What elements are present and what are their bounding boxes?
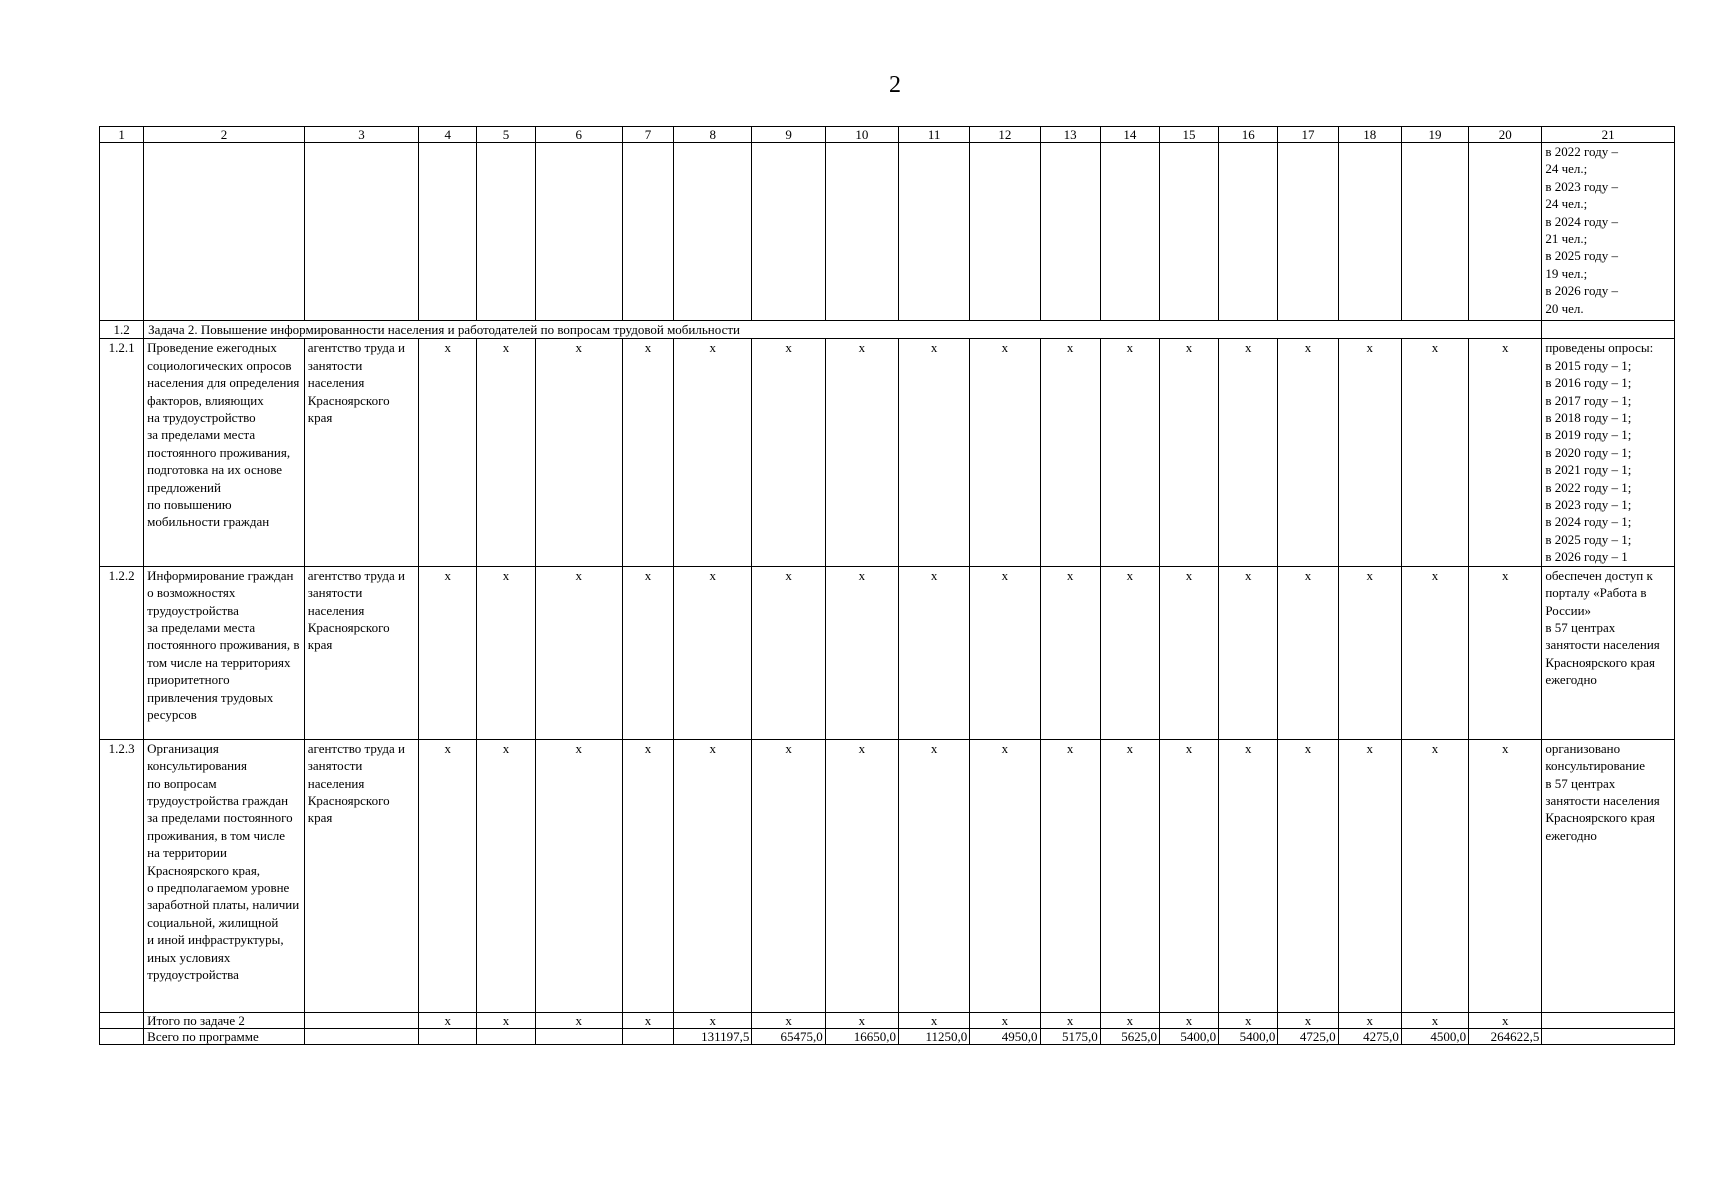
value-cell: x <box>1219 339 1278 566</box>
value-cell: x <box>752 739 825 1012</box>
column-header: 17 <box>1278 127 1338 143</box>
value-cell: x <box>898 739 969 1012</box>
value-cell: 16650,0 <box>825 1028 898 1044</box>
table-body <box>100 127 1675 1045</box>
value-cell: x <box>1278 339 1338 566</box>
value-cell: x <box>1338 739 1401 1012</box>
value-cell: x <box>825 1012 898 1028</box>
value-cell: x <box>1040 739 1100 1012</box>
empty-cell <box>825 143 898 321</box>
summary-label: Итого по задаче 2 <box>144 1012 305 1028</box>
row-number: 1.2.1 <box>100 339 144 566</box>
empty-cell <box>1542 1012 1675 1028</box>
value-cell: x <box>752 566 825 739</box>
result-cell: проведены опросы: в 2015 году – 1; в 2016 году – 1; в 2017 году – 1; в 2018 году – 1; в 2019 году – 1; в 2020 году – 1; в 2021 году – 1; в 2022 году – 1; в 2023 году – 1; в 2024 году – 1; в 2025 году – 1; в 2026 году – 1 <box>1542 339 1675 566</box>
result-cell: в 2022 году – 24 чел.; в 2023 году – 24 чел.; в 2024 году – 21 чел.; в 2025 году – 19 чел.; в 2026 году – 20 чел. <box>1542 143 1675 321</box>
value-cell: 4500,0 <box>1401 1028 1468 1044</box>
value-cell: x <box>1100 339 1159 566</box>
carry-over-row <box>100 143 1675 321</box>
empty-cell <box>304 1028 418 1044</box>
column-header: 11 <box>898 127 969 143</box>
summary-label: Всего по программе <box>144 1028 305 1044</box>
activity-name: Организация консультирования по вопросам трудоустройства граждан за пределами постоянного проживания, в том числе на территории Красноярского края, о предполагаемом уровне заработной платы, наличии социальной, жилищной и иной инфраструктуры, иных условиях трудоустройства <box>144 739 305 1012</box>
value-cell: x <box>970 339 1040 566</box>
value-cell: x <box>1219 566 1278 739</box>
column-header: 9 <box>752 127 825 143</box>
value-cell: x <box>674 339 752 566</box>
column-header: 15 <box>1159 127 1218 143</box>
value-cell: x <box>898 566 969 739</box>
value-cell: 5400,0 <box>1219 1028 1278 1044</box>
value-cell: x <box>1100 566 1159 739</box>
column-header: 1 <box>100 127 144 143</box>
value-cell: x <box>1401 566 1468 739</box>
column-number-row <box>100 127 1675 143</box>
value-cell: 65475,0 <box>752 1028 825 1044</box>
value-cell: x <box>1278 739 1338 1012</box>
value-cell: 4725,0 <box>1278 1028 1338 1044</box>
value-cell: x <box>419 739 477 1012</box>
value-cell: x <box>1401 339 1468 566</box>
column-header: 18 <box>1338 127 1401 143</box>
column-header: 4 <box>419 127 477 143</box>
empty-cell <box>1100 143 1159 321</box>
empty-cell <box>100 143 144 321</box>
empty-cell <box>1159 143 1218 321</box>
value-cell: x <box>1469 339 1542 566</box>
value-cell: 131197,5 <box>674 1028 752 1044</box>
empty-cell <box>100 1028 144 1044</box>
value-cell <box>419 1028 477 1044</box>
table-row <box>100 739 1675 1012</box>
value-cell: x <box>1401 739 1468 1012</box>
value-cell: x <box>477 1012 535 1028</box>
empty-cell <box>535 143 622 321</box>
column-header: 5 <box>477 127 535 143</box>
column-header: 19 <box>1401 127 1468 143</box>
result-cell: организовано консультирование в 57 центрах занятости населения Красноярского края ежегодно <box>1542 739 1675 1012</box>
value-cell: x <box>1040 1012 1100 1028</box>
column-header: 14 <box>1100 127 1159 143</box>
value-cell: x <box>1040 339 1100 566</box>
value-cell: x <box>622 1012 673 1028</box>
value-cell: x <box>970 566 1040 739</box>
value-cell: x <box>419 339 477 566</box>
table-row <box>100 339 1675 566</box>
value-cell: x <box>1469 739 1542 1012</box>
value-cell: x <box>1159 339 1218 566</box>
value-cell: 5175,0 <box>1040 1028 1100 1044</box>
executor: агентство труда и занятости населения Красноярского края <box>304 566 418 739</box>
value-cell: x <box>419 1012 477 1028</box>
value-cell: x <box>1219 1012 1278 1028</box>
value-cell: x <box>535 566 622 739</box>
activity-name: Проведение ежегодных социологических опросов населения для определения факторов, влияющих на трудоустройство за пределами места постоянного проживания, подготовка на их основе предложений по повышению мобильности граждан <box>144 339 305 566</box>
empty-cell <box>1219 143 1278 321</box>
value-cell: x <box>1401 1012 1468 1028</box>
value-cell: x <box>477 566 535 739</box>
value-cell: x <box>1159 1012 1218 1028</box>
value-cell: 5625,0 <box>1100 1028 1159 1044</box>
empty-cell <box>304 1012 418 1028</box>
column-header: 13 <box>1040 127 1100 143</box>
value-cell: x <box>1338 566 1401 739</box>
value-cell <box>622 1028 673 1044</box>
empty-cell <box>970 143 1040 321</box>
task-result <box>1542 321 1675 339</box>
value-cell: x <box>622 739 673 1012</box>
empty-cell <box>477 143 535 321</box>
value-cell <box>535 1028 622 1044</box>
value-cell: x <box>535 739 622 1012</box>
value-cell: x <box>1338 339 1401 566</box>
empty-cell <box>1040 143 1100 321</box>
task-row <box>100 321 1675 339</box>
value-cell: x <box>622 566 673 739</box>
value-cell: x <box>898 339 969 566</box>
program-table <box>99 126 1675 1045</box>
table-row <box>100 566 1675 739</box>
value-cell: x <box>1159 739 1218 1012</box>
row-number: 1.2.3 <box>100 739 144 1012</box>
value-cell: x <box>477 339 535 566</box>
executor: агентство труда и занятости населения Красноярского края <box>304 739 418 1012</box>
empty-cell <box>622 143 673 321</box>
column-header: 8 <box>674 127 752 143</box>
value-cell: x <box>535 1012 622 1028</box>
column-header: 20 <box>1469 127 1542 143</box>
executor: агентство труда и занятости населения Красноярского края <box>304 339 418 566</box>
value-cell: x <box>674 739 752 1012</box>
value-cell <box>477 1028 535 1044</box>
value-cell: x <box>477 739 535 1012</box>
value-cell: x <box>1100 739 1159 1012</box>
value-cell: x <box>1278 566 1338 739</box>
empty-cell <box>1401 143 1468 321</box>
column-header: 12 <box>970 127 1040 143</box>
column-header: 3 <box>304 127 418 143</box>
empty-cell <box>752 143 825 321</box>
value-cell: x <box>752 339 825 566</box>
value-cell: x <box>1338 1012 1401 1028</box>
column-header: 2 <box>144 127 305 143</box>
value-cell: x <box>674 566 752 739</box>
column-header: 7 <box>622 127 673 143</box>
value-cell: x <box>1100 1012 1159 1028</box>
value-cell: x <box>1159 566 1218 739</box>
column-header: 21 <box>1542 127 1675 143</box>
value-cell: x <box>825 566 898 739</box>
empty-cell <box>1338 143 1401 321</box>
value-cell: 4950,0 <box>970 1028 1040 1044</box>
value-cell: x <box>1219 739 1278 1012</box>
value-cell: x <box>898 1012 969 1028</box>
value-cell: 4275,0 <box>1338 1028 1401 1044</box>
empty-cell <box>1542 1028 1675 1044</box>
value-cell: x <box>1469 566 1542 739</box>
result-cell: обеспечен доступ к порталу «Работа в России» в 57 центрах занятости населения Красноярского края ежегодно <box>1542 566 1675 739</box>
empty-cell <box>304 143 418 321</box>
row-number: 1.2.2 <box>100 566 144 739</box>
empty-cell <box>144 143 305 321</box>
value-cell: x <box>970 1012 1040 1028</box>
empty-cell <box>100 1012 144 1028</box>
value-cell: 5400,0 <box>1159 1028 1218 1044</box>
column-header: 16 <box>1219 127 1278 143</box>
column-header: 10 <box>825 127 898 143</box>
activity-name: Информирование граждан о возможностях трудоустройства за пределами места постоянного проживания, в том числе на территориях приоритетного привлечения трудовых ресурсов <box>144 566 305 739</box>
value-cell: x <box>674 1012 752 1028</box>
empty-cell <box>1278 143 1338 321</box>
page-number: 2 <box>889 72 901 98</box>
empty-cell <box>898 143 969 321</box>
empty-cell <box>674 143 752 321</box>
task-number: 1.2 <box>100 321 144 339</box>
empty-cell <box>1469 143 1542 321</box>
value-cell: x <box>419 566 477 739</box>
value-cell: x <box>1040 566 1100 739</box>
value-cell: x <box>825 339 898 566</box>
value-cell: x <box>535 339 622 566</box>
total-program-row <box>100 1028 1675 1044</box>
value-cell: x <box>1469 1012 1542 1028</box>
value-cell: x <box>622 339 673 566</box>
column-header: 6 <box>535 127 622 143</box>
value-cell: x <box>970 739 1040 1012</box>
value-cell: 264622,5 <box>1469 1028 1542 1044</box>
value-cell: x <box>825 739 898 1012</box>
total-task-row <box>100 1012 1675 1028</box>
value-cell: x <box>1278 1012 1338 1028</box>
value-cell: x <box>752 1012 825 1028</box>
task-title: Задача 2. Повышение информированности населения и работодателей по вопросам трудовой мобильности <box>144 321 1542 339</box>
empty-cell <box>419 143 477 321</box>
value-cell: 11250,0 <box>898 1028 969 1044</box>
